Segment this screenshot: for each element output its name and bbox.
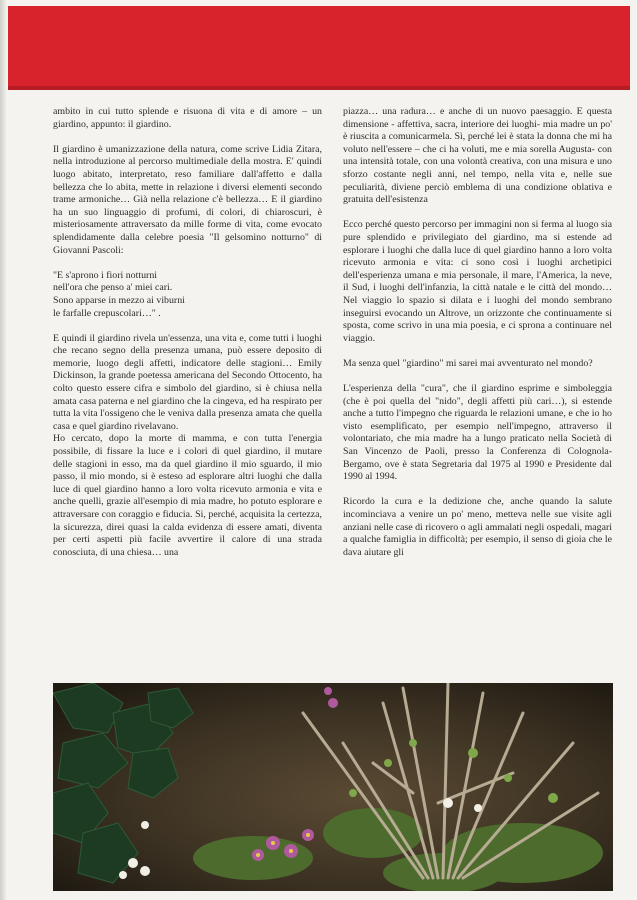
paragraph: L'esperienza della "cura", che il giardino esprime e simboleggia (che è poi quella del "nido", degli affetti più cari…), si estende anche a tutto l'impegno che riguarda le relazioni umane, e che io ho visto esemplificato, per esempio nell'impegno, attraverso il volontariato, che mia madre ha a lungo praticato nella Società di San Vincenzo de Paoli, presso la Conferenza di Colognola-Bergamo, ove è stata Segretaria dal 1975 al 1990 e Presidente dal 1990 al 1994. (343, 383, 612, 483)
garden-photo-drawing (53, 683, 613, 891)
left-text-column (53, 106, 322, 572)
poem-line: Sono apparse in mezzo ai viburni (53, 294, 185, 306)
paragraph: Ma senza quel "giardino" mi sarei mai avventurato nel mondo? (343, 357, 593, 369)
poem-line: "E s'aprono i fiori notturni (53, 269, 157, 281)
paragraph: Ecco perché questo percorso per immagini non si ferma al luogo sia pure splendido e privilegiato del giardino, ma si estende ad esplorare i luoghi che dalla luce di quel giardino hanno a loro volta ricevuto armonia e vita: ci sono così i luoghi archetipici dell'esperienza umana e mia personale, il mare, l'America, la neve, il Sud, i luoghi dell'infanzia, la città natale e le città del mondo… Nel viaggio lo spazio si dilata e i luoghi del mondo sembrano inseguirsi evocando un Altrove, un orizzonte che continuamente si sposta, come scrivo in una mia poesia, e ci sprona a continuare nel viaggio. (343, 219, 612, 344)
paragraph: Ricordo la cura e la dedizione che, anche quando la salute incominciava a venire un po' meno, metteva nelle sue visite agli anziani nelle case di ricovero o agli ammalati negli ospedali, magari a qualche famiglia in difficoltà; per esempio, il senso di gioia che le dava aiutare gli (343, 496, 612, 558)
right-text-column (343, 106, 612, 572)
poem-quote (53, 270, 322, 320)
poem-line: nell'ora che penso a' miei cari. (53, 282, 173, 294)
paragraph: E quindi il giardino rivela un'essenza, una vita e, come tutti i luoghi che recano segno della presenza umana, può essere deposito di memorie, luogo degli affetti, indicatore delle stagioni… Emily Dickinson, la grande poetessa americana del Secondo Ottocento, ha colto questo essere cifra e simbolo del giardino, si è chiusa nella amata casa paterna e nel giardino che la cingeva, ed ha respirato per tutta la vita l'ossigeno che le veniva dalla presenza amata che quella casa e quel giardino rivelavano. (53, 332, 322, 432)
paragraph: piazza… una radura… e anche di un nuovo paesaggio. E questa dimensione - affettiva, sacra, interiore dei luoghi- mia madre un po' è riuscita a comunicarmela. Sì, perché lei è stata la donna che mi ha voluto nell'essere – che ci ha voluti, me e mia sorella Augusta- con una intensità totale, con una volontà creativa, con una misura e uno sforzo costante negli anni, nel tempo, nella vita e, nelle sue peculiarità, diviene perciò emblema di una condizione oblativa e gratuita dell'esistenza (343, 106, 612, 206)
header-color-band (8, 6, 630, 90)
page-edge (0, 0, 6, 900)
poem-line: le farfalle crepuscolari…" . (53, 307, 161, 319)
garden-photo (53, 683, 613, 891)
paragraph: ambito in cui tutto splende e risuona di vita e di amore – un giardino, appunto: il giardino. (53, 106, 322, 130)
paragraph: Ho cercato, dopo la morte di mamma, e con tutta l'energia possibile, di fissare la luce e i colori di quel giardino, il mutare delle stagioni in esso, ma da quel giardino il mio sguardo, il mio passo, il mio mondo, si è esteso ad esplorare altri luoghi che dalla luce di quel giardino hanno a loro volta ricevuto armonia e vita e anche quelli, grazie all'esempio di mia madre, ho potuto esplorare e attraversare con coraggio e fiducia. Sì, perché, acquisita la certezza, la sicurezza, direi quasi la calda evidenza di essere amati, diventa per certi aspetti più facile avvertire il calore di una strada conosciuta, di una chiesa… una (53, 433, 322, 558)
paragraph: Il giardino è umanizzazione della natura, come scrive Lidia Zitara, nella introduzione al percorso multimediale della mostra. E' quindi luogo abitato, interpretato, reso familiare dall'affetto e dalla bellezza che lo abita, mette in relazione i diversi elementi secondo trame armoniche… Già nella relazione c'è bellezza… E il giardino ha un suo linguaggio di profumi, di colori, di chiaroscuri, è misteriosamente attraversato da mille forme di vita, come evocato splendidamente dalla celebre poesia "Il gelsomino notturno" di Giovanni Pascoli: (53, 143, 322, 256)
